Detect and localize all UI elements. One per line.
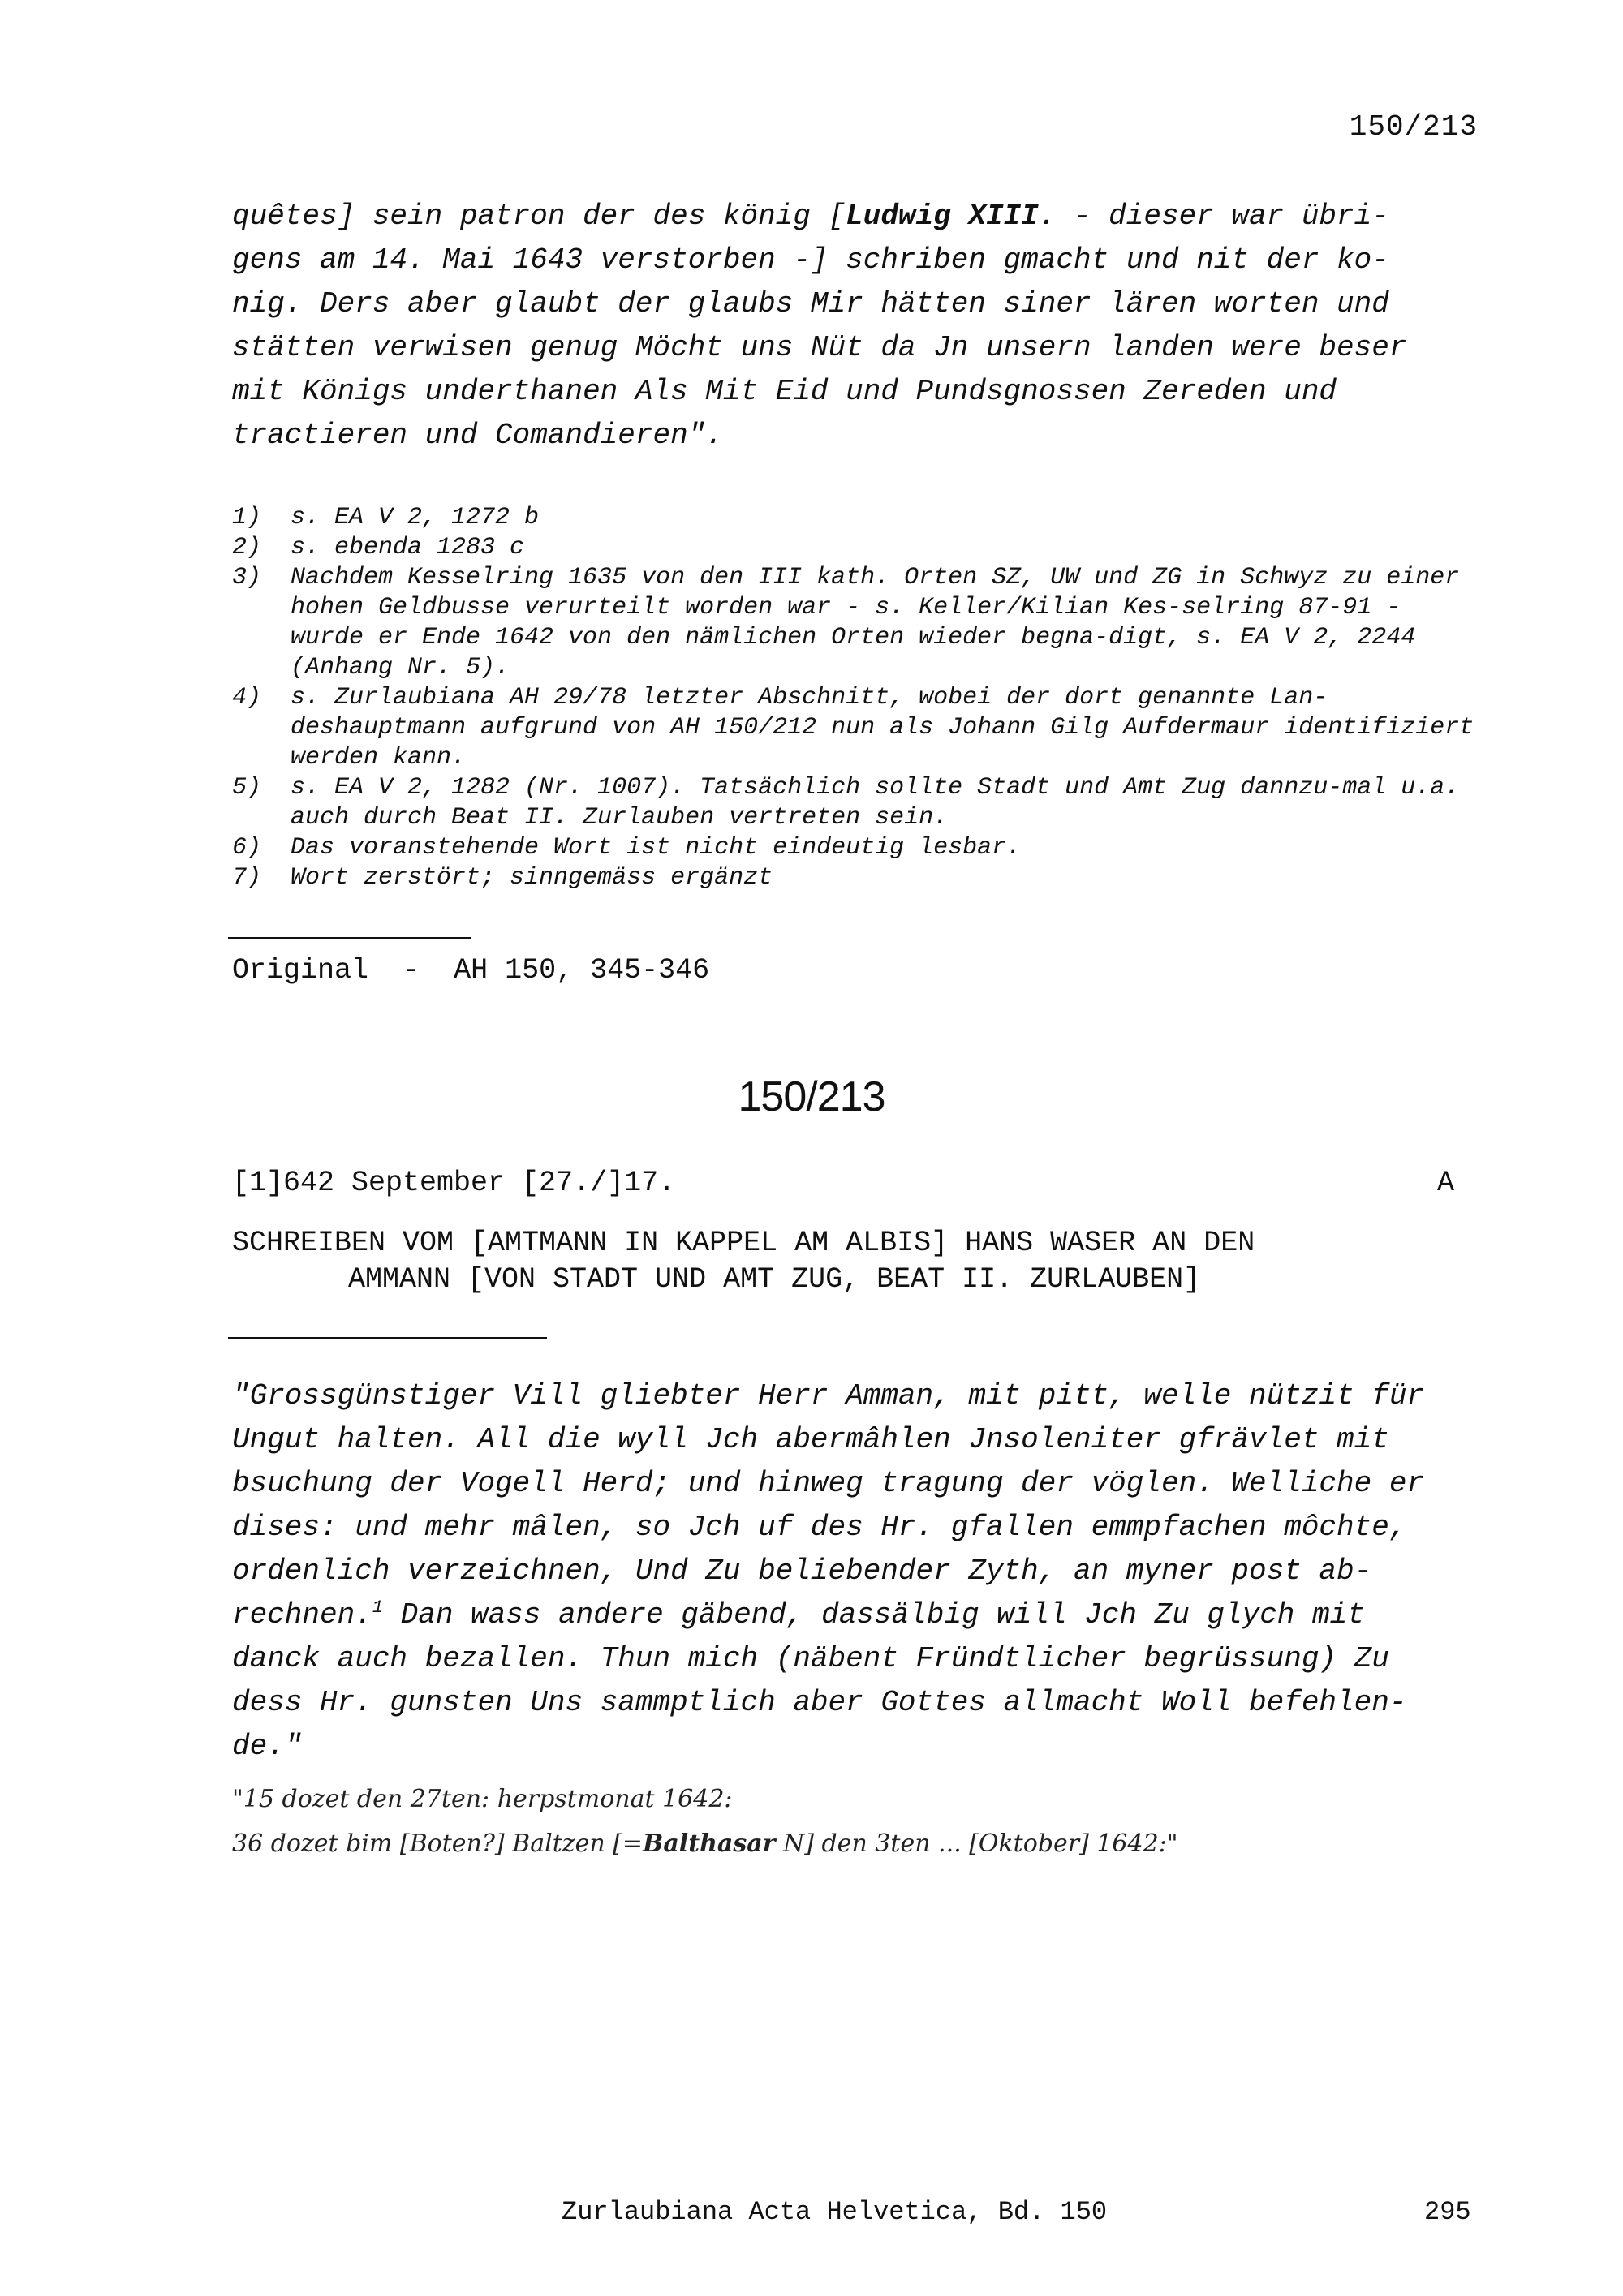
quote-line: bsuchung der Vogell Herd; und hinweg tragung der vöglen. Welliche er [232,1467,1425,1500]
source-divider [228,937,471,939]
emphasis-ludwig: Ludwig XIII [846,200,1039,233]
quote-line: dises: und mehr mâlen, so Jch uf des Hr. gfallen emmpfachen môchte, [232,1511,1407,1544]
document-heading [232,1225,1433,1298]
footnote: 5) s. EA V 2, 1282 (Nr. 1007). Tatsächlich sollte Stadt und Amt Zug dannzu-mal u.a. auch durch Beat II. Zurlauben vertreten sein. [232,774,1460,832]
heading-line: SCHREIBEN VOM [AMTMANN IN KAPPEL AM ALBIS] HANS WASER AN DEN [232,1227,1255,1259]
page-reference: 150/213 [1349,110,1478,144]
document-number: 150/213 [738,1073,885,1120]
quote-line: de." [232,1730,303,1763]
source-line: Original - AH 150, 345-346 [232,954,710,987]
continuation-line: tractieren und Comandieren". [232,419,723,452]
quote-line: rechnen.$^1$ Dan wass andere gäbend, dassälbig will Jch Zu glych mit [232,1597,1365,1632]
quote-line: Ungut halten. All die wyll Jch abermâhlen Jnsoleniter gfrävlet mit [232,1423,1389,1456]
continuation-line: gens am 14. Mai 1643 verstorben -] schriben gmacht und nit der ko- [232,243,1389,277]
footer-page-number: 295 [1424,2197,1471,2227]
quote-line: "Grossgünstiger Vill gliebter Herr Amman, mit pitt, welle nützit für [232,1379,1425,1412]
annotation-line: 36 dozet bim [Boten?] Baltzen [=Balthasar N] den 3ten ... [Oktober] 1642:" [232,1829,1178,1858]
quote-line: ordenlich verzeichnen, Und Zu beliebender Zyth, an myner post ab- [232,1554,1372,1588]
footnote: 2) s. ebenda 1283 c [232,534,525,561]
document-type: A [1437,1167,1455,1199]
heading-line: AMMANN [VON STADT UND AMT ZUG, BEAT II. ZURLAUBEN] [348,1263,1201,1296]
annotation-line: "15 dozet den 27ten: herpstmonat 1642: [232,1785,733,1813]
quote-line: danck auch bezallen. Thun mich (näbent Fründtlicher begrüssung) Zu [232,1642,1389,1675]
continuation-line: mit Königs underthanen Als Mit Eid und Pundsgnossen Zereden und [232,375,1337,408]
footnote: 1) s. EA V 2, 1272 b [232,504,540,531]
footnote-marker: 1 [372,1597,384,1618]
footnote: 7) Wort zerstört; sinngemäss ergänzt [232,864,773,892]
continuation-line: quêtes] sein patron der des könig [Ludwig XIII. - dieser war übri- [232,200,1389,233]
footnote: 6) Das voranstehende Wort ist nicht eindeutig lesbar. [232,834,1022,862]
continuation-line: nig. Ders aber glaubt der glaubs Mir hätten siner lären worten und [232,287,1389,320]
continuation-line: stätten verwisen genug Möcht uns Nüt da Jn unsern landen were beser [232,331,1407,364]
heading-divider [228,1337,547,1339]
footnote: 4) s. Zurlaubiana AH 29/78 letzter Abschnitt, wobei der dort genannte Lan-deshauptmann aufgrund von AH 150/212 nun als Johann Gilg Aufdermaur identifiziert werden kann. [232,684,1474,772]
quote-line: dess Hr. gunsten Uns sammptlich aber Gottes allmacht Woll befehlen- [232,1686,1407,1719]
footer-series: Zurlaubiana Acta Helvetica, Bd. 150 [562,2197,1108,2227]
footnotes [232,503,1482,893]
continuation-text [232,195,1466,458]
document-date: [1]642 September [27./]17. [232,1167,676,1199]
letter-quote [232,1374,1466,1769]
footnote: 3) Nachdem Kesselring 1635 von den III kath. Orten SZ, UW und ZG in Schwyz zu einer hohen Geldbusse verurteilt worden war - s. Keller/Kilian Kes-selring 87-91 - wurde er Ende 1642 von den nämlichen Orten wieder begna-digt, s. EA V 2, 2244 (Anhang Nr. 5). [232,564,1460,681]
